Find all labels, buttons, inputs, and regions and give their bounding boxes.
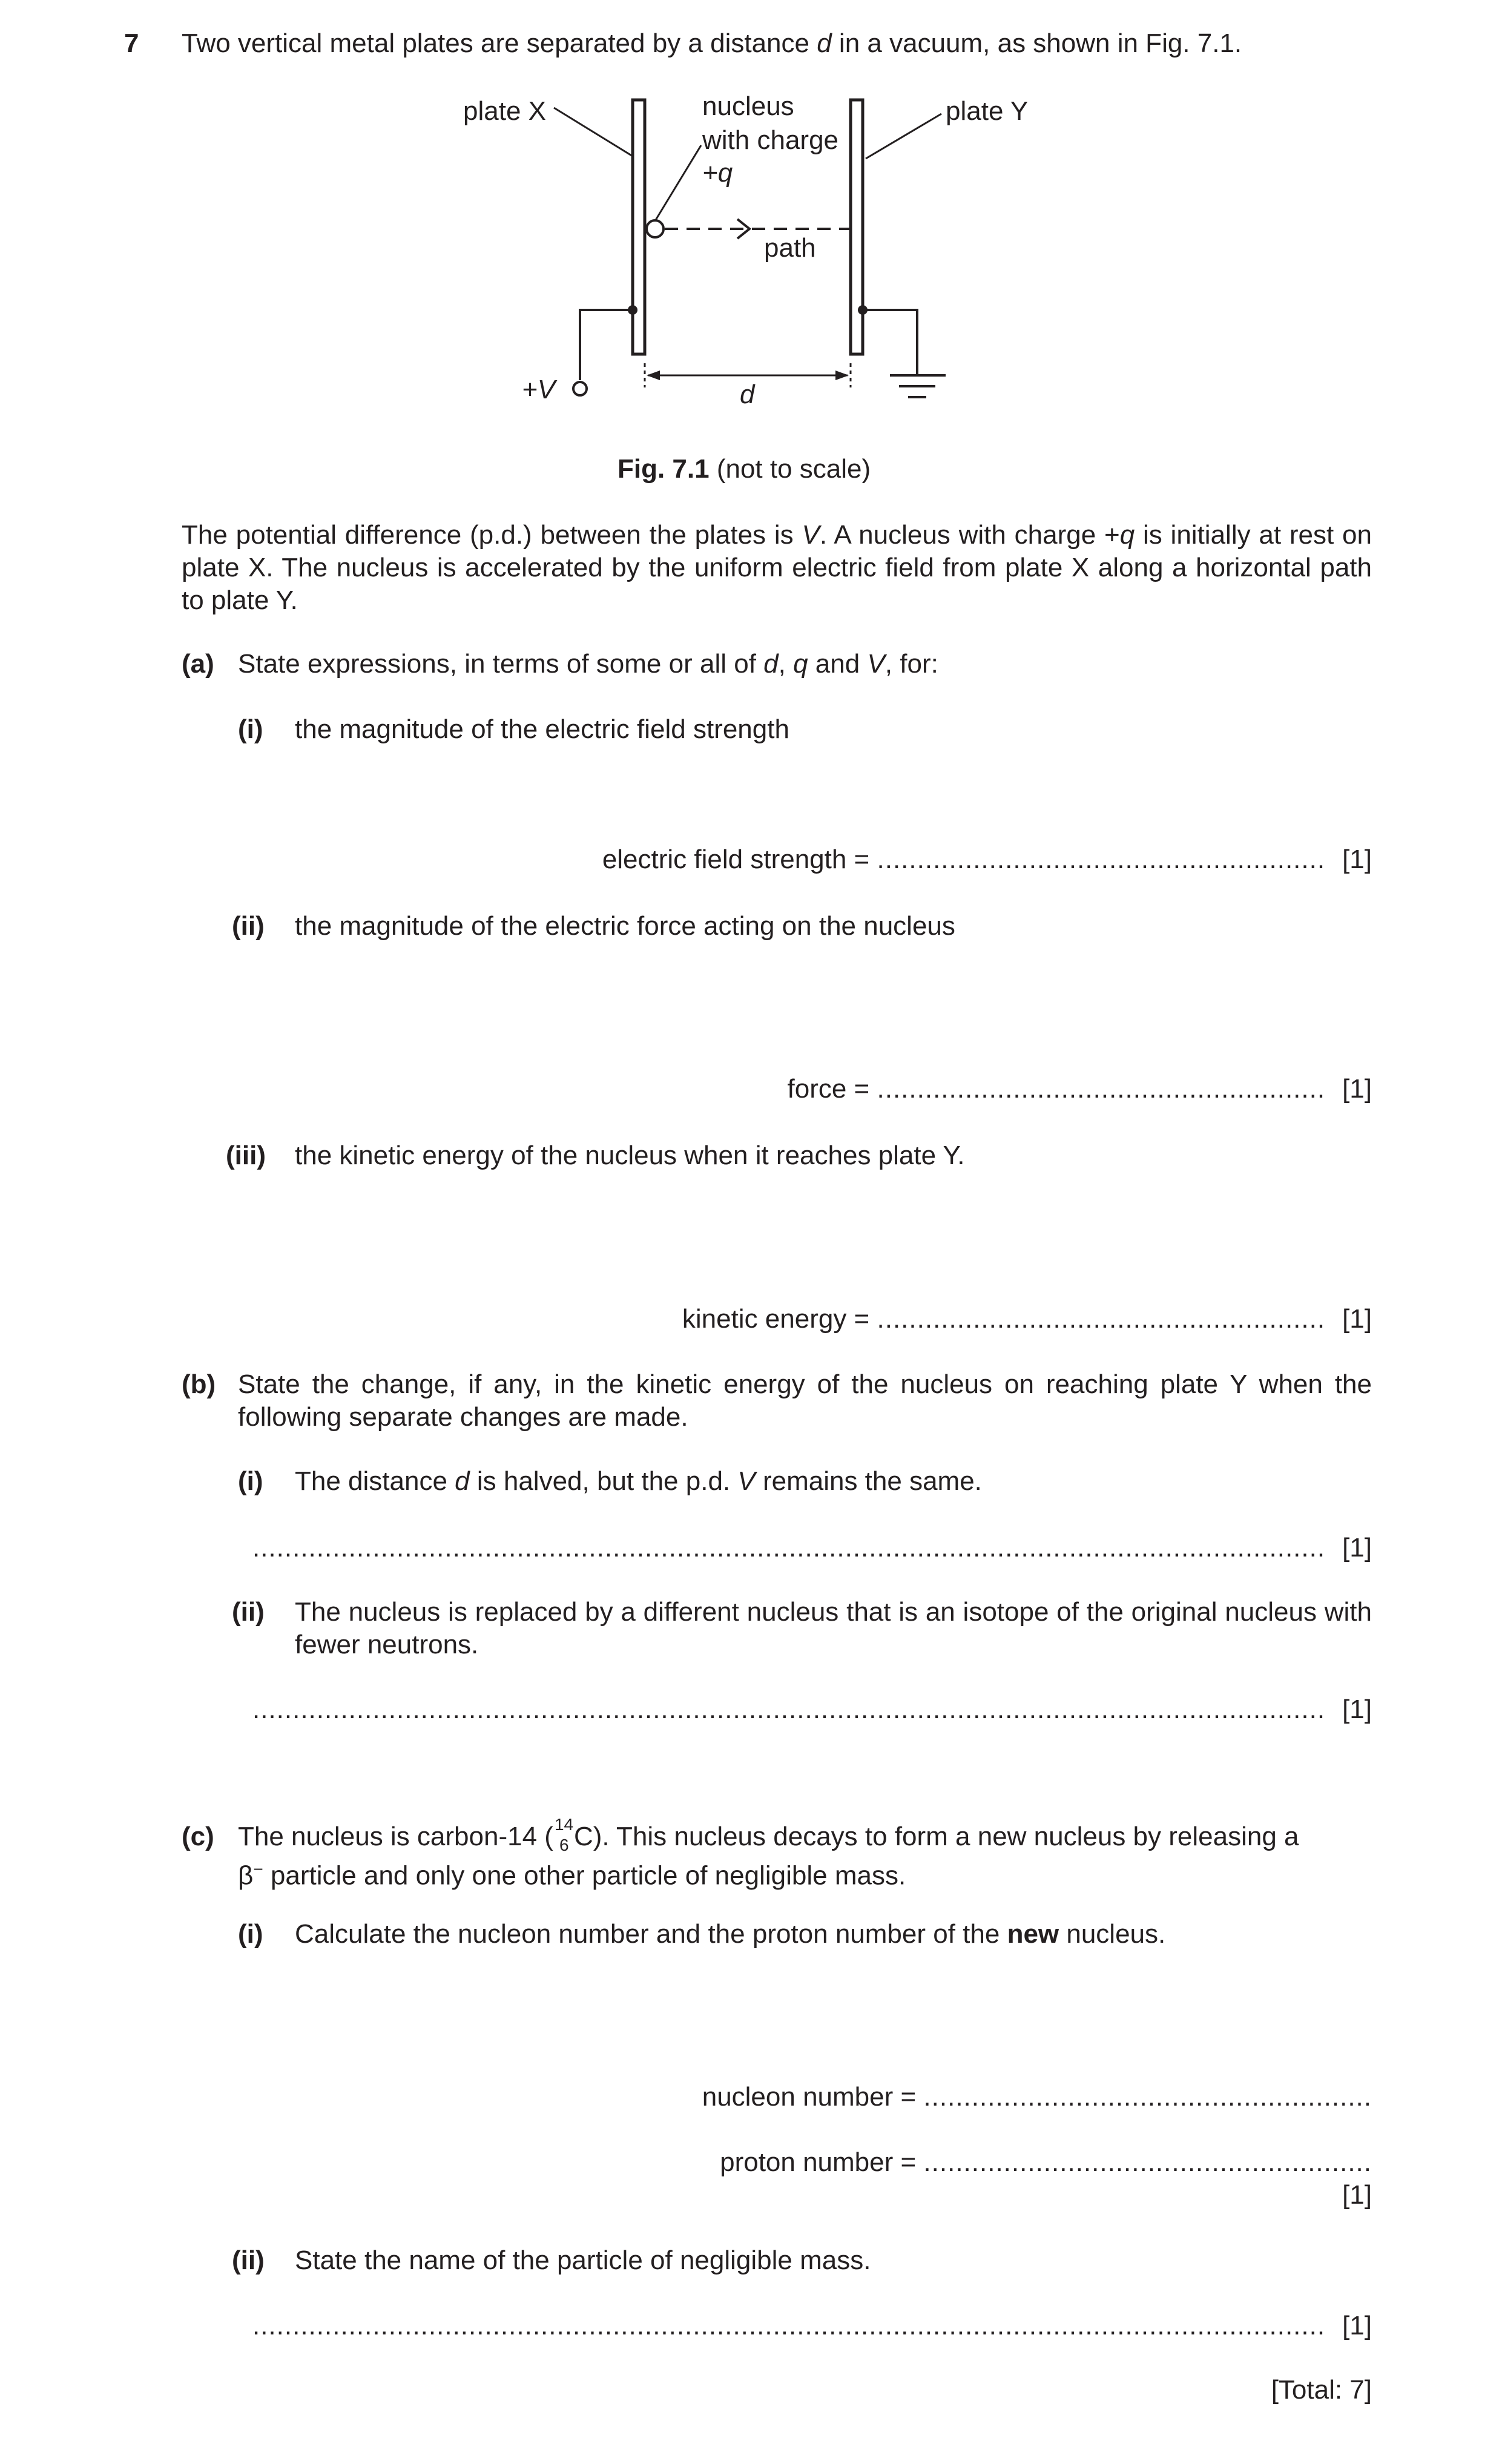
mark: [1]	[1342, 845, 1372, 874]
answer-row-c-ii	[252, 2310, 1372, 2342]
beta-symbol: β	[238, 1860, 254, 1891]
total-marks: [Total: 7]	[1271, 2375, 1372, 2405]
answer-row-proton	[720, 2146, 1372, 2179]
leader-plate-x	[554, 108, 633, 156]
part-c-i-label: (i)	[238, 1919, 263, 1949]
dim-arrow-right-icon	[835, 371, 849, 380]
part-b-label: (b)	[182, 1369, 216, 1399]
label-nucleus-3: +q	[702, 158, 733, 188]
part-a-i-label: (i)	[238, 714, 263, 744]
part-b-text: State the change, if any, in the kinetic energy of the nucleus on reaching plate Y when the following separate changes are made.	[238, 1369, 1372, 1432]
part-a-iii-label: (iii)	[226, 1141, 266, 1170]
answer-label-nucleon: nucleon number =	[702, 2082, 917, 2112]
part-c-ii-text: State the name of the particle of negligible mass.	[295, 2245, 871, 2275]
part-a-iii-text: the kinetic energy of the nucleus when it reaches plate Y.	[295, 1141, 965, 1170]
plate-x	[633, 100, 645, 354]
part-c-ii-label: (ii)	[232, 2245, 265, 2275]
answer-label-proton: proton number =	[720, 2147, 917, 2177]
answer-row-nucleon	[702, 2081, 1372, 2113]
label-voltage: +V	[522, 375, 556, 404]
mark: [1]	[1342, 1533, 1372, 1563]
wire-left	[580, 310, 633, 380]
answer-line-b-ii[interactable]: ......................................................................................................................................	[252, 1695, 1326, 1724]
part-c-text-line2: β− particle and only one other particle of negligible mass.	[238, 1860, 906, 1891]
answer-label-force: force =	[787, 1074, 870, 1104]
part-c-label: (c)	[182, 1822, 214, 1851]
terminal-icon	[573, 382, 587, 395]
figure-caption	[618, 453, 871, 486]
answer-line-proton[interactable]: ........................................................	[923, 2147, 1372, 2177]
intro-text-end: in a vacuum, as shown in Fig. 7.1.	[831, 28, 1242, 58]
answer-line-field-strength[interactable]: ........................................................	[877, 845, 1326, 874]
answer-line-force[interactable]: ........................................................	[877, 1074, 1326, 1104]
question-intro	[182, 27, 1242, 60]
part-b-ii-text: The nucleus is replaced by a different nucleus that is an isotope of the original nucleus with fewer neutrons.	[295, 1597, 1372, 1659]
part-a-ii-text: the magnitude of the electric force acting on the nucleus	[295, 911, 955, 941]
answer-line-b-i[interactable]: ......................................................................................................................................	[252, 1533, 1326, 1563]
dim-arrow-left-icon	[647, 371, 660, 380]
label-plate-y: plate Y	[946, 96, 1029, 126]
nucleus-circle	[647, 220, 664, 237]
answer-label-kinetic-energy: kinetic energy =	[682, 1304, 870, 1334]
part-b-i-text: The distance d is halved, but the p.d. V remains the same.	[295, 1466, 982, 1496]
mark: [1]	[1342, 1304, 1372, 1334]
part-b-i-label: (i)	[238, 1466, 263, 1496]
mark: [1]	[1342, 1074, 1372, 1104]
question-number: 7	[124, 28, 139, 58]
answer-row-b-ii	[252, 1693, 1372, 1726]
answer-row-field-strength	[602, 843, 1372, 876]
label-nucleus-1: nucleus	[702, 91, 794, 121]
answer-line-kinetic-energy[interactable]: ........................................................	[877, 1304, 1326, 1334]
plate-y	[851, 100, 863, 354]
answer-row-kinetic-energy	[682, 1303, 1372, 1336]
answer-line-nucleon[interactable]: ........................................................	[923, 2082, 1372, 2112]
part-a-ii-label: (ii)	[232, 911, 265, 941]
part-c-text-line1: The nucleus is carbon-14 ( 14 6 C). This nucleus decays to form a new nucleus by releasing a	[238, 1815, 1299, 1854]
caption-bold: Fig. 7.1	[618, 454, 710, 484]
leader-plate-y	[866, 114, 941, 159]
answer-row-b-i	[252, 1532, 1372, 1564]
part-a-label: (a)	[182, 649, 214, 679]
label-nucleus-2: with charge	[702, 125, 839, 155]
part-a-text: State expressions, in terms of some or all of d, q and V, for:	[238, 649, 938, 679]
leader-nucleus	[655, 145, 701, 221]
isotope-notation: 14 6	[554, 1815, 574, 1854]
answer-row-force	[788, 1073, 1372, 1105]
answer-label-field-strength: electric field strength =	[602, 845, 870, 874]
mark: [1]	[1342, 1695, 1372, 1724]
stem-paragraph: The potential difference (p.d.) between the plates is V. A nucleus with charge +q is initially at rest on plate X. The nucleus is accelerated by the uniform electric field from plate X along a horizontal path to plate Y.	[182, 520, 1372, 615]
label-plate-x: plate X	[463, 96, 546, 126]
figure-7-1	[0, 0, 1502, 460]
mark: [1]	[1342, 2311, 1372, 2340]
intro-text: Two vertical metal plates are separated by a distance	[182, 28, 817, 58]
caption-rest: (not to scale)	[709, 454, 871, 484]
label-path: path	[764, 233, 816, 263]
label-d: d	[740, 380, 755, 409]
answer-line-c-ii[interactable]: ......................................................................................................................................	[252, 2311, 1326, 2340]
part-b-ii-label: (ii)	[232, 1597, 265, 1627]
wire-right	[863, 310, 917, 374]
part-c-i-text: Calculate the nucleon number and the proton number of the new nucleus.	[295, 1919, 1166, 1949]
part-a-i-text: the magnitude of the electric field strength	[295, 714, 789, 744]
intro-var-d: d	[817, 28, 832, 58]
mark: [1]	[1342, 2180, 1372, 2210]
earth-icon	[890, 375, 946, 397]
